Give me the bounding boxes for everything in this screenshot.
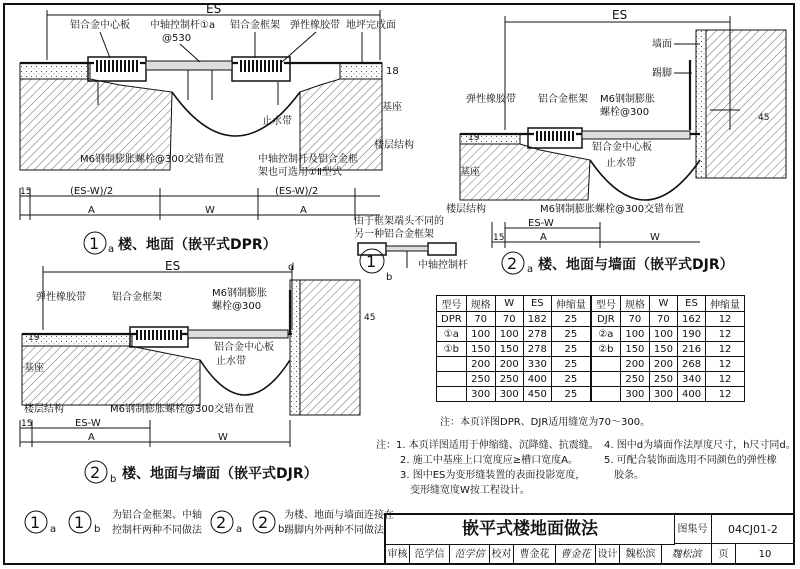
- table-row: [437, 387, 745, 402]
- label-al-frame-2a: 铝合金框架: [538, 94, 588, 105]
- note-4: 4. 图中d为墙面作法厚度尺寸，h尺寸同d。: [604, 440, 796, 451]
- spec-table: [436, 295, 745, 402]
- label-al-center-plate-1a: 铝合金中心板: [70, 20, 130, 31]
- label-base-1a: 基座: [382, 102, 402, 113]
- table-row: [437, 342, 745, 357]
- caption-1a-sub: a: [108, 244, 115, 255]
- cell: 268: [677, 357, 705, 372]
- cell: 300: [495, 387, 523, 402]
- dim-45-2a: 45: [758, 113, 770, 123]
- dim-18: 18: [386, 66, 399, 77]
- detail-2b: [20, 259, 375, 485]
- label-frame-alt-2: 另一种铝合金框架: [354, 229, 434, 240]
- cell: [591, 372, 621, 387]
- label-m6-2b-1: M6钢制膨胀: [212, 288, 267, 299]
- cell: 182: [523, 312, 551, 327]
- cell: 70: [649, 312, 677, 327]
- cell: ②a: [591, 327, 621, 342]
- cell: 200: [620, 357, 649, 372]
- legend-2b-sub: b: [278, 524, 285, 535]
- label-frame-alt-1: 由于框架端头不同的: [354, 216, 444, 227]
- caption-2b-text: 楼、地面与墙面（嵌平式DJR）: [122, 466, 318, 482]
- label-m6-2a-2: 螺栓@300: [600, 107, 650, 118]
- table-footnote: 注：本页详图DPR、DJR适用缝宽为70～300。: [440, 417, 651, 428]
- legend-2a-sub: a: [236, 524, 243, 535]
- label-m6-2b-2: 螺栓@300: [212, 301, 262, 312]
- checker-name: 曹金花: [514, 544, 556, 565]
- dim-a-left: A: [88, 205, 95, 216]
- dim-esw-2a: ES-W: [528, 218, 554, 229]
- cell: 12: [706, 357, 745, 372]
- dim-esw-2b: ES-W: [75, 418, 101, 429]
- label-m6-bolts-2a: M6钢制膨胀螺栓@300交错布置: [540, 204, 685, 215]
- label-skirting: 踢脚: [652, 68, 672, 79]
- cell: 100: [620, 327, 649, 342]
- page-number: 10: [736, 544, 795, 565]
- label-m6-2a-1: M6钢制膨胀: [600, 94, 655, 105]
- cell: ①a: [437, 327, 467, 342]
- legend-2a-num: 2: [216, 513, 227, 532]
- table-row: [437, 312, 745, 327]
- table-row: [437, 357, 745, 372]
- label-wall: 墙面: [652, 39, 672, 50]
- label-elastic-2a: 弹性橡胶带: [466, 94, 516, 105]
- th-w-1: W: [495, 296, 523, 312]
- th-spec-2: 规格: [620, 296, 649, 312]
- caption-1b-sub: b: [386, 272, 393, 283]
- cell: 340: [677, 372, 705, 387]
- th-exp-1: 伸缩量: [551, 296, 591, 312]
- cell: 25: [551, 387, 591, 402]
- label-axis-rod-1b: 中轴控制杆: [418, 260, 468, 271]
- dim-19-2a: 19: [468, 133, 480, 143]
- label-axis-rod-1a: 中轴控制杆①a: [150, 20, 216, 31]
- table-row: [437, 372, 745, 387]
- legend-1b-num: 1: [74, 513, 85, 532]
- cell: 12: [706, 387, 745, 402]
- dim-a-right: A: [300, 205, 307, 216]
- cell: 300: [620, 387, 649, 402]
- label-base-2b: 基座: [24, 363, 44, 374]
- atlas-label: 图集号: [674, 515, 712, 544]
- th-spec-1: 规格: [466, 296, 495, 312]
- cell: 190: [677, 327, 705, 342]
- cell: 250: [649, 372, 677, 387]
- cell: 12: [706, 327, 745, 342]
- cell: 400: [523, 372, 551, 387]
- cell: 200: [649, 357, 677, 372]
- label-elastic-2b: 弹性橡胶带: [36, 292, 86, 303]
- cell: [437, 387, 467, 402]
- th-exp-2: 伸缩量: [706, 296, 745, 312]
- table-row: [437, 327, 745, 342]
- label-water-stop-2b: 止水带: [216, 356, 246, 367]
- atlas-number: 04CJ01-2: [712, 515, 795, 544]
- cell: ②b: [591, 342, 621, 357]
- page-label: 页: [712, 544, 736, 565]
- dim-es-1a: ES: [206, 2, 222, 16]
- label-axis-note-2: 架也可选用①Ⅱ型式: [258, 167, 342, 178]
- check-label: 校对: [490, 544, 514, 565]
- cell: 100: [466, 327, 495, 342]
- legend-2b-num: 2: [258, 513, 269, 532]
- cell: 25: [551, 342, 591, 357]
- caption-1a-text: 楼、地面（嵌平式DPR）: [118, 237, 277, 253]
- cell: 12: [706, 342, 745, 357]
- legend-l1-text1: 为铝合金框架、中轴: [112, 510, 202, 521]
- label-floor-structure-2b: 楼层结构: [24, 404, 64, 415]
- cell: 150: [620, 342, 649, 357]
- cell: 330: [523, 357, 551, 372]
- cell: [591, 357, 621, 372]
- note-2: 2. 施工中基座上口宽度应≥槽口宽度A。: [400, 455, 578, 466]
- caption-2b-num: 2: [90, 463, 101, 482]
- cell: 450: [523, 387, 551, 402]
- th-es-2: ES: [677, 296, 705, 312]
- label-al-frame-1a: 铝合金框架: [230, 20, 280, 31]
- dim-w-2a: W: [650, 232, 660, 243]
- th-w-2: W: [649, 296, 677, 312]
- cell: DPR: [437, 312, 467, 327]
- reviewer-name: 范学信: [410, 544, 450, 565]
- cell: 278: [523, 327, 551, 342]
- dim-es-2b: ES: [165, 259, 181, 273]
- cell: 150: [649, 342, 677, 357]
- cell: 200: [466, 357, 495, 372]
- caption-2a-sub: a: [527, 264, 534, 275]
- designer-signature: 魏松滨: [662, 544, 712, 565]
- label-floor-finish: 地坪完成面: [346, 20, 396, 31]
- dim-es-2a: ES: [612, 8, 628, 22]
- dim-15-1a: 15: [20, 187, 32, 197]
- legend-l2-text2: 踢脚内外两种不同做法: [284, 525, 384, 536]
- cell: 200: [495, 357, 523, 372]
- dim-15-2b: 15: [21, 419, 33, 429]
- cell: [437, 357, 467, 372]
- dim-15-2a: 15: [493, 233, 505, 243]
- cell: 70: [466, 312, 495, 327]
- label-water-stop-1a: 止水带: [262, 116, 292, 127]
- cell: 250: [495, 372, 523, 387]
- label-water-stop-2a: 止水带: [606, 158, 636, 169]
- caption-1a-num: 1: [89, 234, 100, 253]
- dim-45-2b: 45: [364, 313, 376, 323]
- reviewer-signature: 范学信: [450, 544, 490, 565]
- cell: 216: [677, 342, 705, 357]
- cell: 150: [466, 342, 495, 357]
- th-model-1: 型号: [437, 296, 467, 312]
- dim-esw-half-left: (ES-W)/2: [70, 186, 114, 197]
- checker-signature: 曹金花: [556, 544, 596, 565]
- table-header-row: [437, 296, 745, 312]
- label-at530: @530: [162, 33, 192, 44]
- note-1: 注：1. 本页详图适用于伸缩缝、沉降缝、抗震缝。: [376, 440, 599, 451]
- label-axis-note-1: 中轴控制杆及铝合金框: [258, 154, 358, 165]
- label-base-2a: 基座: [460, 167, 480, 178]
- cell: 25: [551, 327, 591, 342]
- note-5b: 胶条。: [614, 470, 644, 481]
- cell: 278: [523, 342, 551, 357]
- cell: 300: [466, 387, 495, 402]
- label-floor-structure-1a: 楼层结构: [374, 140, 414, 151]
- cell: ①b: [437, 342, 467, 357]
- cell: DJR: [591, 312, 621, 327]
- caption-2b-sub: b: [110, 474, 117, 485]
- cell: 162: [677, 312, 705, 327]
- cell: 100: [649, 327, 677, 342]
- cell: 250: [620, 372, 649, 387]
- label-center-plate-2b: 铝合金中心板: [214, 342, 274, 353]
- legend-1a-sub: a: [50, 524, 57, 535]
- label-al-frame-2b: 铝合金框架: [112, 292, 162, 303]
- label-m6-bolts-2b: M6钢制膨胀螺栓@300交错布置: [110, 404, 255, 415]
- label-center-plate-2a: 铝合金中心板: [592, 142, 652, 153]
- review-label: 审核: [386, 544, 410, 565]
- caption-2a-num: 2: [507, 254, 518, 273]
- dim-esw-half-right: (ES-W)/2: [275, 186, 319, 197]
- dim-19-2b: 19: [28, 333, 40, 343]
- legend-1a-num: 1: [30, 513, 41, 532]
- note-3: 3. 图中ES为变形缝装置的表面投影宽度，: [400, 470, 586, 481]
- cell: 70: [495, 312, 523, 327]
- cell: 12: [706, 372, 745, 387]
- caption-2a-text: 楼、地面与墙面（嵌平式DJR）: [538, 257, 734, 273]
- cell: [591, 387, 621, 402]
- cell: 250: [466, 372, 495, 387]
- cell: 100: [495, 327, 523, 342]
- detail-2a: [446, 8, 786, 275]
- cell: 25: [551, 357, 591, 372]
- dim-w-1a: W: [205, 205, 215, 216]
- legend-l1-text2: 控制杆两种不同做法: [112, 525, 202, 536]
- th-model-2: 型号: [591, 296, 621, 312]
- detail-1b: [354, 214, 468, 283]
- legend-l2-text1: 为楼、地面与墙面连接在: [284, 510, 394, 521]
- cell: 25: [551, 312, 591, 327]
- dim-a-2b: A: [88, 432, 95, 443]
- label-elastic-1a: 弹性橡胶带: [290, 20, 340, 31]
- note-3b: 变形缝宽度W按工程设计。: [410, 485, 530, 496]
- caption-1b-num: 1: [366, 252, 377, 271]
- designer-name: 魏松滨: [620, 544, 662, 565]
- cell: 150: [495, 342, 523, 357]
- drawing-title: 嵌平式楼地面做法: [386, 515, 675, 545]
- dim-w-2b: W: [218, 432, 228, 443]
- label-m6-bolts-1a: M6钢制膨胀螺栓@300交错布置: [80, 154, 225, 165]
- cell: 300: [649, 387, 677, 402]
- cell: 400: [677, 387, 705, 402]
- label-floor-structure-2a: 楼层结构: [446, 204, 486, 215]
- note-5: 5. 可配合装饰面选用不同颜色的弹性橡: [604, 455, 777, 466]
- cell: [437, 372, 467, 387]
- cell: 70: [620, 312, 649, 327]
- design-label: 设计: [596, 544, 620, 565]
- title-block: [384, 513, 795, 565]
- th-es-1: ES: [523, 296, 551, 312]
- legend-1b-sub: b: [94, 524, 101, 535]
- legend: [25, 508, 394, 536]
- cell: 12: [706, 312, 745, 327]
- dim-d: d: [288, 262, 295, 273]
- dim-a-2a: A: [540, 232, 547, 243]
- cell: 25: [551, 372, 591, 387]
